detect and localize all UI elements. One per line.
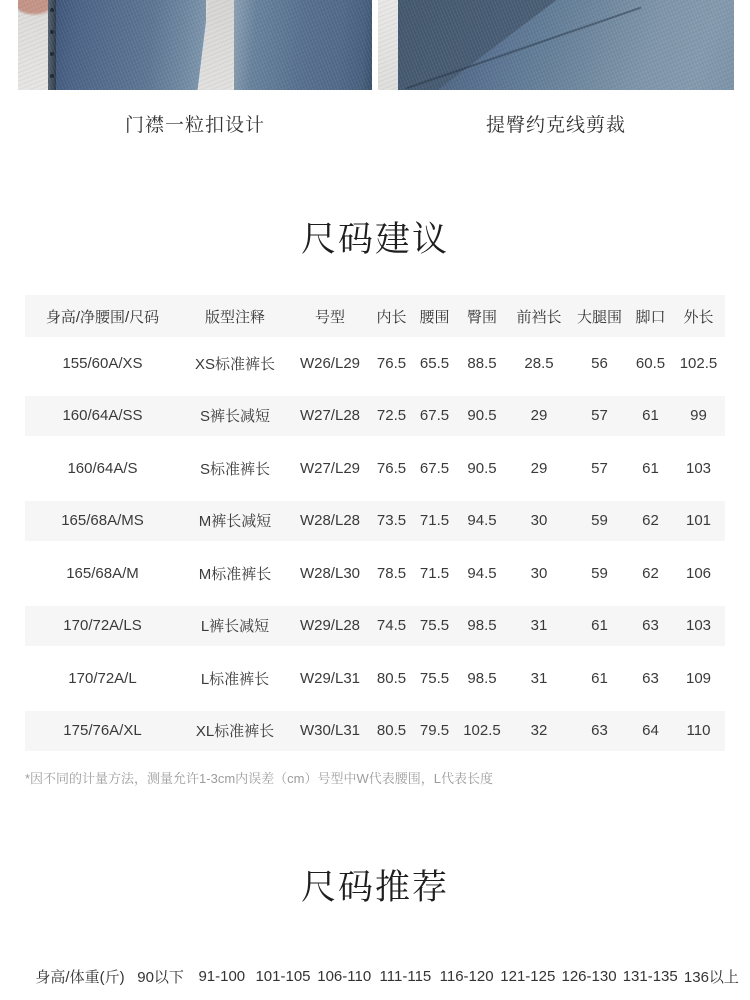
table-cell: M裤长减短 bbox=[198, 513, 272, 531]
table-cell: 90.5 bbox=[467, 407, 497, 425]
table-cell: 59 bbox=[591, 564, 608, 582]
header-cell-inseam: 内长 bbox=[376, 308, 407, 326]
table-cell: 99 bbox=[690, 407, 707, 425]
table-cell: W26/L29 bbox=[299, 354, 361, 372]
recommend-table-header-row bbox=[30, 953, 742, 1000]
size-recommend-table bbox=[30, 953, 742, 1000]
table-row bbox=[25, 705, 725, 758]
table-cell: XS标准裤长 bbox=[194, 355, 275, 373]
table-cell: 175/76A/XL bbox=[63, 722, 142, 740]
table-cell: 63 bbox=[642, 669, 659, 687]
table-cell: 79.5 bbox=[419, 722, 450, 740]
product-photo-strip bbox=[0, 0, 750, 90]
table-cell: 61 bbox=[591, 669, 608, 687]
size-table-header-row bbox=[25, 295, 725, 337]
table-cell: 65.5 bbox=[419, 354, 450, 372]
table-row bbox=[25, 547, 725, 600]
recommend-header-cell: 101-105 bbox=[255, 968, 311, 985]
header-cell-model: 号型 bbox=[314, 308, 345, 326]
table-cell: 56 bbox=[591, 354, 608, 372]
table-cell: 32 bbox=[530, 722, 548, 740]
recommend-header-cell: 116-120 bbox=[439, 968, 494, 985]
table-cell: 61 bbox=[642, 459, 659, 477]
table-row bbox=[25, 652, 725, 705]
table-cell: 76.5 bbox=[376, 354, 407, 372]
table-cell: 94.5 bbox=[467, 512, 497, 530]
table-cell: 30 bbox=[530, 564, 548, 582]
table-cell: S标准裤长 bbox=[199, 460, 270, 478]
table-cell: 155/60A/XS bbox=[62, 354, 143, 372]
table-cell: 74.5 bbox=[376, 617, 407, 635]
table-cell: L标准裤长 bbox=[200, 670, 270, 688]
table-cell: 75.5 bbox=[419, 669, 450, 687]
jeans-left-leg bbox=[56, 0, 206, 90]
recommend-header-cell: 126-130 bbox=[561, 968, 617, 985]
table-cell: 165/68A/MS bbox=[61, 512, 144, 530]
table-cell: 78.5 bbox=[376, 564, 407, 582]
product-photo-yoke-cut bbox=[378, 0, 734, 90]
section-title-size-recommend: 尺码推荐 bbox=[300, 868, 449, 907]
recommend-header-cell: 131-135 bbox=[622, 968, 678, 985]
table-cell: 57 bbox=[591, 459, 608, 477]
recommend-header-cell: 111-115 bbox=[379, 968, 432, 985]
table-cell: 76.5 bbox=[376, 459, 407, 477]
table-cell: 101 bbox=[685, 512, 712, 530]
recommend-header-cell: 121-125 bbox=[500, 968, 556, 985]
table-cell: W30/L31 bbox=[299, 722, 361, 740]
header-cell-hip: 臀围 bbox=[466, 308, 497, 326]
table-cell: 71.5 bbox=[419, 512, 450, 530]
caption-yoke-cut: 提臀约克线剪裁 bbox=[485, 115, 626, 136]
header-cell-outseam: 外长 bbox=[683, 308, 714, 326]
table-cell: 60.5 bbox=[635, 354, 666, 372]
table-cell: 71.5 bbox=[419, 564, 450, 582]
table-cell: 61 bbox=[591, 617, 608, 635]
table-cell: 170/72A/LS bbox=[63, 617, 142, 635]
table-cell: 63 bbox=[642, 617, 659, 635]
table-row bbox=[25, 390, 725, 443]
table-cell: 88.5 bbox=[467, 354, 497, 372]
measurement-footnote: *因不同的计量方法，测量允许1-3cm内误差（cm）号型中W代表腰围，L代表长度 bbox=[25, 771, 494, 786]
table-cell: 80.5 bbox=[376, 722, 407, 740]
table-cell: 165/68A/M bbox=[66, 564, 139, 582]
header-cell-front-rise: 前裆长 bbox=[516, 308, 562, 326]
table-cell: 170/72A/L bbox=[68, 669, 137, 687]
table-cell: 73.5 bbox=[376, 512, 407, 530]
button-placket-seam bbox=[48, 0, 56, 90]
table-cell: 63 bbox=[591, 722, 608, 740]
table-cell: 110 bbox=[686, 722, 711, 740]
table-cell: 64 bbox=[642, 722, 659, 740]
table-cell: 80.5 bbox=[376, 669, 407, 687]
table-row bbox=[25, 495, 725, 548]
table-cell: 109 bbox=[685, 669, 712, 687]
recommend-header-cell: 91-100 bbox=[198, 968, 246, 985]
table-cell: 75.5 bbox=[419, 617, 450, 635]
photo-captions bbox=[0, 114, 750, 138]
recommend-header-height-weight: 身高/体重(斤) bbox=[35, 969, 125, 986]
table-cell: 28.5 bbox=[524, 354, 554, 372]
header-cell-fit-note: 版型注释 bbox=[204, 308, 265, 326]
table-cell: 90.5 bbox=[467, 459, 497, 477]
table-cell: W27/L29 bbox=[299, 459, 361, 477]
table-cell: 67.5 bbox=[419, 407, 450, 425]
table-cell: W28/L30 bbox=[299, 564, 361, 582]
table-cell: M标准裤长 bbox=[198, 565, 272, 583]
table-cell: 103 bbox=[685, 459, 712, 477]
table-cell: S裤长减短 bbox=[199, 408, 270, 426]
table-cell: 102.5 bbox=[463, 722, 501, 740]
table-cell: 31 bbox=[530, 669, 548, 687]
header-cell-thigh: 大腿围 bbox=[576, 308, 622, 326]
table-cell: 31 bbox=[530, 617, 548, 635]
table-cell: 160/64A/S bbox=[67, 459, 138, 477]
table-cell: 61 bbox=[642, 407, 659, 425]
table-cell: W28/L28 bbox=[299, 512, 361, 530]
table-cell: 102.5 bbox=[679, 354, 718, 372]
table-cell: 67.5 bbox=[419, 459, 450, 477]
table-cell: XL标准裤长 bbox=[195, 723, 275, 741]
table-cell: L裤长减短 bbox=[200, 618, 270, 636]
recommend-header-cell: 136以上 bbox=[683, 969, 739, 986]
table-cell: W27/L28 bbox=[299, 407, 361, 425]
size-table-body bbox=[25, 337, 725, 757]
table-row bbox=[25, 337, 725, 390]
size-advice-table bbox=[25, 295, 725, 757]
photo-background-strip bbox=[378, 0, 398, 90]
header-cell-leg-opening: 脚口 bbox=[635, 308, 666, 326]
table-cell: 98.5 bbox=[467, 669, 497, 687]
table-cell: 103 bbox=[685, 617, 712, 635]
table-cell: 30 bbox=[530, 512, 548, 530]
header-cell-waist: 腰围 bbox=[419, 308, 450, 326]
table-cell: 59 bbox=[591, 512, 608, 530]
product-photo-button-fly bbox=[18, 0, 372, 90]
table-cell: 57 bbox=[591, 407, 608, 425]
table-row bbox=[25, 600, 725, 653]
table-cell: 62 bbox=[642, 564, 659, 582]
table-cell: 29 bbox=[530, 459, 548, 477]
table-cell: 62 bbox=[642, 512, 659, 530]
table-cell: W29/L28 bbox=[299, 617, 361, 635]
table-cell: W29/L31 bbox=[299, 669, 361, 687]
section-title-size-advice: 尺码建议 bbox=[300, 220, 449, 259]
recommend-header-cell: 106-110 bbox=[317, 968, 372, 985]
table-cell: 29 bbox=[530, 407, 548, 425]
table-cell: 94.5 bbox=[467, 564, 497, 582]
recommend-header-cell: 90以下 bbox=[137, 969, 184, 986]
table-cell: 106 bbox=[685, 564, 712, 582]
header-cell-height-waist-size: 身高/净腰围/尺码 bbox=[45, 308, 160, 326]
table-cell: 98.5 bbox=[467, 617, 497, 635]
caption-button-fly: 门襟一粒扣设计 bbox=[124, 115, 265, 136]
jeans-right-leg bbox=[234, 0, 372, 90]
table-cell: 160/64A/SS bbox=[62, 407, 143, 425]
table-cell: 72.5 bbox=[376, 407, 407, 425]
table-row bbox=[25, 442, 725, 495]
